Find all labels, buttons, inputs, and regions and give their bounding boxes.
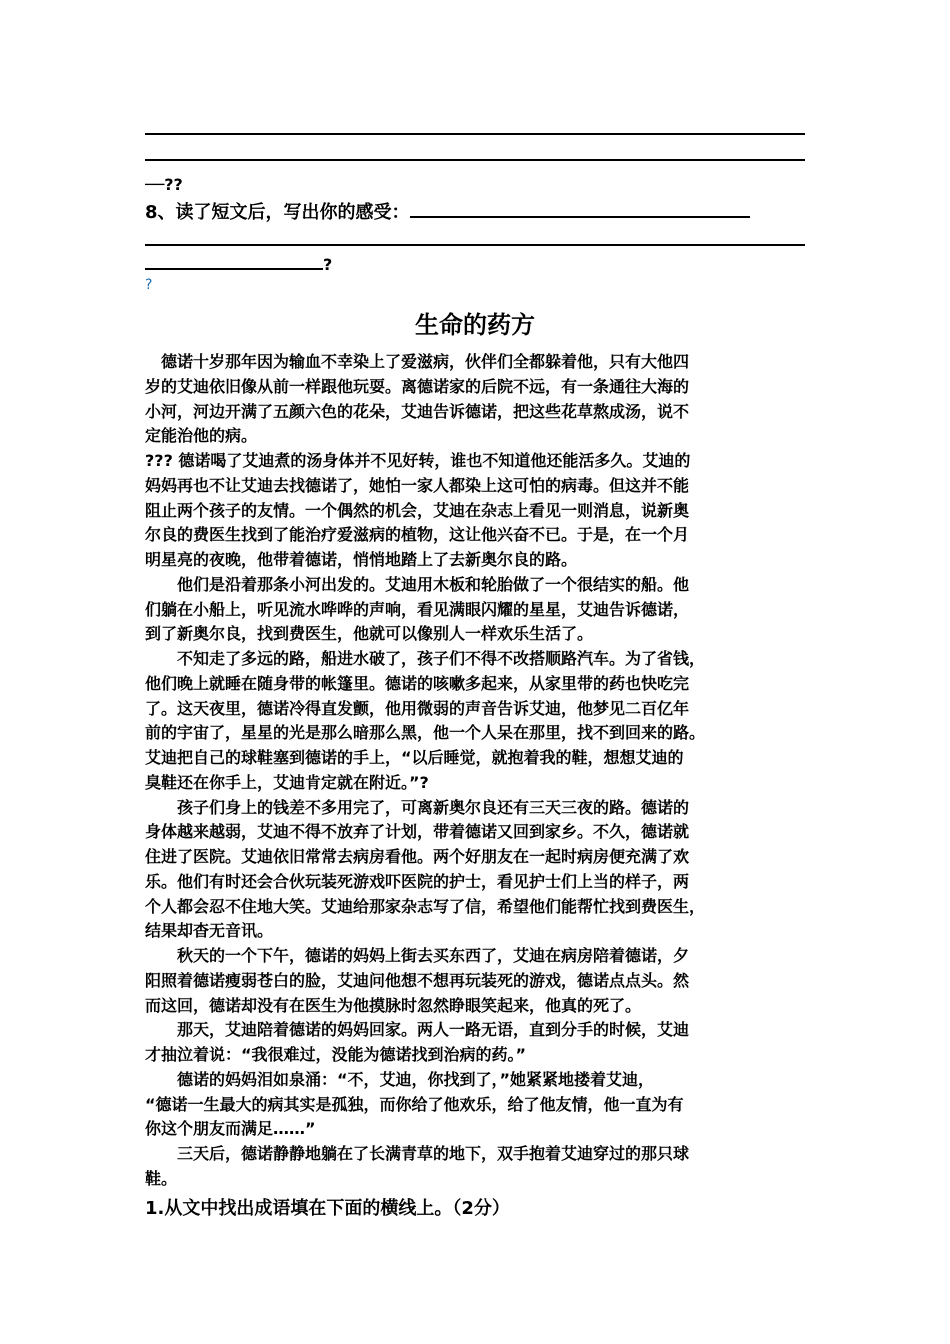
article-line: 个人都会忍不住地大笑。艾迪给那家杂志写了信，希望他们能帮忙找到费医生， (145, 896, 706, 916)
article-line: 阳照着德诺瘦弱苍白的脸，艾迪问他想不想再玩装死的游戏，德诺点点头。然 (145, 970, 690, 990)
article-line: 孩子们身上的钱差不多用完了，可离新奥尔良还有三天三夜的路。德诺的 (145, 797, 690, 817)
answer-line (145, 133, 805, 135)
article-line: 结果却杳无音讯。 (145, 921, 274, 941)
article-line: 艾迪把自己的球鞋塞到德诺的手上，“以后睡觉，就抱着我的鞋，想想艾迪的 (145, 748, 684, 767)
answer-blank[interactable] (410, 198, 750, 218)
stray-mark: ? (145, 277, 153, 293)
question-8-label: 8、读了短文后，写出你的感受： (145, 202, 410, 223)
article-line: 前的宇宙了，星星的光是那么暗那么黑，他一个人呆在那里，找不到回来的路。 (145, 723, 706, 743)
article-line: 德诺十岁那年因为输血不幸染上了爱滋病，伙伴们全都躲着他，只有大他四 (145, 352, 690, 371)
article-line: 他们是沿着那条小河出发的。艾迪用木板和轮胎做了一个很结实的船。他 (145, 574, 690, 594)
article-line: 德诺的妈妈泪如泉涌：“不，艾迪，你找到了，”她紧紧地搂着艾迪， (145, 1069, 655, 1089)
article-line: 才抽泣着说：“我很难过，没能为德诺找到治病的药。” (145, 1045, 527, 1064)
article-line: 明星亮的夜晚，他带着德诺，悄悄地踏上了去新奥尔良的路。 (145, 550, 578, 569)
article-line: 尔良的费医生找到了能治疗爱滋病的植物，这让他兴奋不已。于是，在一个月 (145, 525, 690, 545)
article-line: 而这回，德诺却没有在医生为他摸脉时忽然睁眼笑起来，他真的死了。 (145, 995, 642, 1015)
article-line: 臭鞋还在你手上，艾迪肯定就在附近。”? (145, 772, 429, 792)
question-8-tail (145, 250, 810, 277)
article-line: 到了新奥尔良，找到费医生，他就可以像别人一样欢乐生活了。 (145, 624, 594, 644)
article-line: 小河，河边开满了五颜六色的花朵，艾迪告诉德诺，把这些花草熬成汤，说不 (145, 401, 690, 421)
article-line: 三天后，德诺静静地躺在了长满青草的地下，双手抱着艾迪穿过的那只球 (145, 1144, 690, 1163)
article-line: 鞋。 (145, 1168, 178, 1188)
article-title: 生命的药方 (415, 311, 535, 339)
article-line: 你这个朋友而满足……” (145, 1119, 316, 1139)
continuation-mark: ──?? (145, 175, 183, 194)
article-line: 身体越来越弱，艾迪不得不放弃了计划，带着德诺又回到家乡。不久，德诺就 (145, 822, 690, 842)
article-line: 秋天的一个下午，德诺的妈妈上街去买东西了，艾迪在病房陪着德诺，夕 (145, 946, 690, 965)
answer-line (145, 159, 805, 161)
article-line: ??? 德诺喝了艾迪煮的汤身体并不见好转，谁也不知道他还能活多久。艾迪的 (145, 451, 691, 470)
article-line: 了。这天夜里，德诺冷得直发颤，他用微弱的声音告诉艾迪，他梦见二百亿年 (145, 698, 690, 718)
question-8 (145, 198, 810, 225)
article-line: 妈妈再也不让艾迪去找德诺了，她怕一家人都染上这可怕的病毒。但这并不能 (145, 475, 690, 495)
article-line: 们躺在小船上，听见流水哗哗的声响，看见满眼闪耀的星星，艾迪告诉德诺， (145, 599, 690, 619)
article-line: 岁的艾迪依旧像从前一样跟他玩耍。离德诺家的后院不远，有一条通往大海的 (145, 376, 690, 396)
article-line: 住进了医院。艾迪依旧常常去病房看他。两个好朋友在一起时病房便充满了欢 (145, 847, 690, 866)
article-line: 定能治他的病。 (145, 426, 258, 446)
article-line: 阻止两个孩子的友情。一个偶然的机会，艾迪在杂志上看见一则消息，说新奥 (145, 500, 690, 520)
article-line: 乐。他们有时还会合伙玩装死游戏吓医院的护士，看见护士们上当的样子，两 (145, 871, 690, 891)
article-line: 那天，艾迪陪着德诺的妈妈回家。两人一路无语，直到分手的时候，艾迪 (145, 1020, 690, 1040)
question-1: 1.从文中找出成语填在下面的横线上。（2分） (145, 1198, 510, 1219)
answer-line (145, 244, 805, 246)
article-line: 他们晚上就睡在随身带的帐篷里。德诺的咳嗽多起来，从家里带的药也快吃完 (145, 673, 690, 693)
question-8-end: ? (323, 255, 333, 274)
article-line: “德诺一生最大的病其实是孤独，而你给了他欢乐，给了他友情，他一直为有 (145, 1094, 684, 1114)
answer-blank[interactable] (145, 250, 323, 270)
article-body (145, 350, 810, 1192)
article-line: 不知走了多远的路，船进水破了，孩子们不得不改搭顺路汽车。为了省钱， (145, 649, 706, 668)
